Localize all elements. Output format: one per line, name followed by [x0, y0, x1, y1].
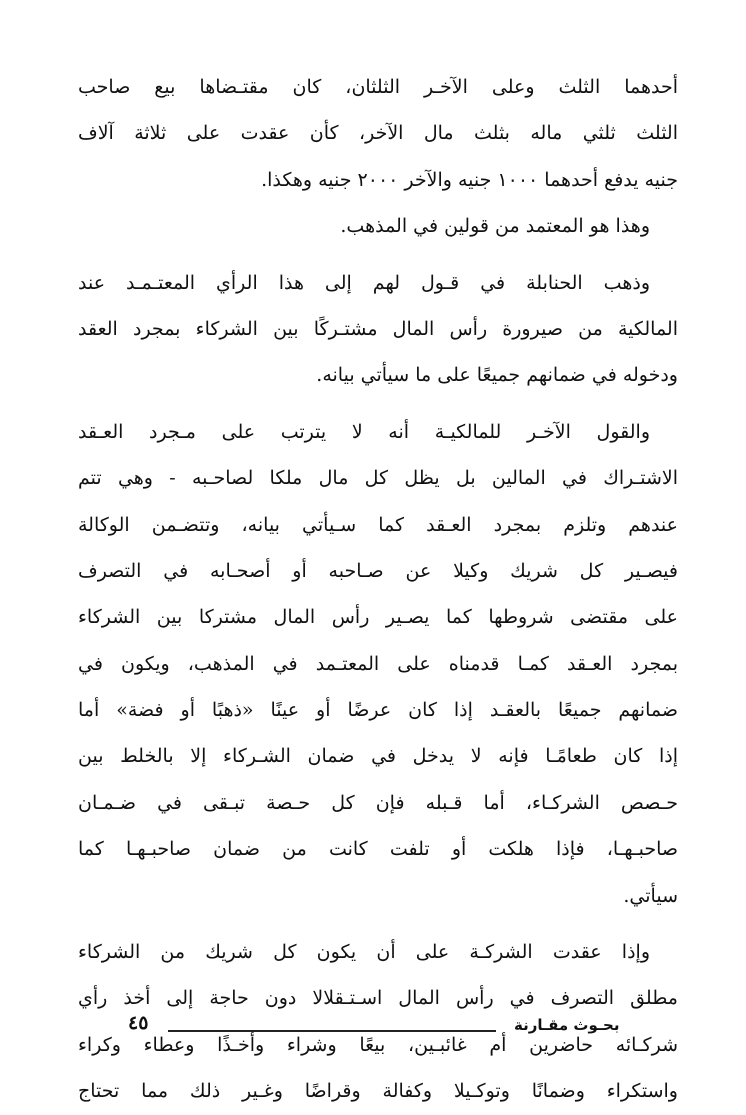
text-line: إذا كان طعامًـا فإنه لا يدخل في ضمان الشـركاء إلا بالخلط بين: [78, 745, 678, 768]
text-line: سيأتي.: [623, 884, 678, 907]
paragraph: [78, 260, 678, 399]
body-text: [78, 64, 678, 1115]
footer-divider: [168, 1030, 496, 1032]
paragraph: [78, 409, 678, 919]
text-line: مطلق التصرف في رأس المال اسـتـقلالا دون حاجة إلى أخذ رأي: [78, 987, 678, 1010]
text-line: أحدهما الثلث وعلى الآخـر الثلثان، كان مقتـضاها بيع صاحب: [78, 76, 678, 98]
paragraph-spacing: [78, 399, 678, 409]
text-line: على مقتضى شروطها كما يصـير رأس المال مشتركا بين الشركاء: [78, 606, 678, 629]
text-line: ضمانهم جميعًا بالعقـد إذا كان عرضًا أو عينًا «ذهبًا أو فضة» أما: [78, 699, 678, 722]
text-line: حـصص الشركـاء، أما قـبله فإن كل حـصة تبـقى في ضـمـان: [78, 791, 678, 814]
paragraph-spacing: [78, 250, 678, 260]
text-line: عندهم وتلزم بمجرد العـقد كما سـيأتي بيانه، وتتضـمن الوكالة: [78, 513, 678, 536]
text-line: فيصـير كل شريك وكيلا عن صـاحبه أو أصحـابه في التصرف: [78, 559, 678, 582]
text-line: جنيه يدفع أحدهما ١٠٠٠ جنيه والآخر ٢٠٠٠ جنيه وهكذا.: [261, 168, 678, 191]
text-line: وهذا هو المعتمد من قولين في المذهب.: [340, 215, 650, 238]
text-line: بمجرد العـقد كمـا قدمناه على المعتـمد في المذهب، ويكون في: [78, 652, 678, 675]
text-line: شركـائه حاضرين أم غائبـين، بيعًا وشراء وأخـذًا وعطاء وكراء: [78, 1033, 678, 1056]
text-line: المالكية من صيرورة رأس المال مشتـركًا بين الشركاء بمجرد العقد: [78, 317, 678, 340]
text-line: واستكراء وضمانًا وتوكـيلا وكفالة وقراضًا وغـير ذلك مما تحتاج: [78, 1080, 678, 1103]
paragraph: [78, 64, 678, 203]
text-line: والقول الآخـر للمالكيـة أنه لا يترتب على مـجرد العـقد: [78, 420, 650, 443]
text-line: وإذا عقدت الشركـة على أن يكون كل شريك من الشركاء: [78, 941, 650, 964]
text-line: وذهب الحنابلة في قـول لهم إلى هذا الرأي المعتـمـد عند: [78, 271, 650, 294]
paragraph-spacing: [78, 919, 678, 929]
running-footer-title: بحـوث مقـارنة: [514, 1016, 620, 1034]
paragraph: [78, 203, 678, 249]
text-line: صاحبـهـا، فإذا هلكت أو تلفت كانت من ضمان صاحبـهـا كما: [78, 838, 678, 861]
text-line: الاشتـراك في المالين بل يظل كل مال ملكا لصاحـبه - وهي تتم: [78, 467, 678, 490]
text-line: ودخوله في ضمانهم جميعًا على ما سيأتي بيانه.: [316, 364, 678, 387]
page-footer: [0, 1008, 746, 1048]
page-number: ٤٥: [128, 1012, 149, 1034]
text-line: الثلث ثلثي ماله بثلث مال الآخر، كأن عقدت على ثلاثة آلاف: [78, 122, 678, 145]
